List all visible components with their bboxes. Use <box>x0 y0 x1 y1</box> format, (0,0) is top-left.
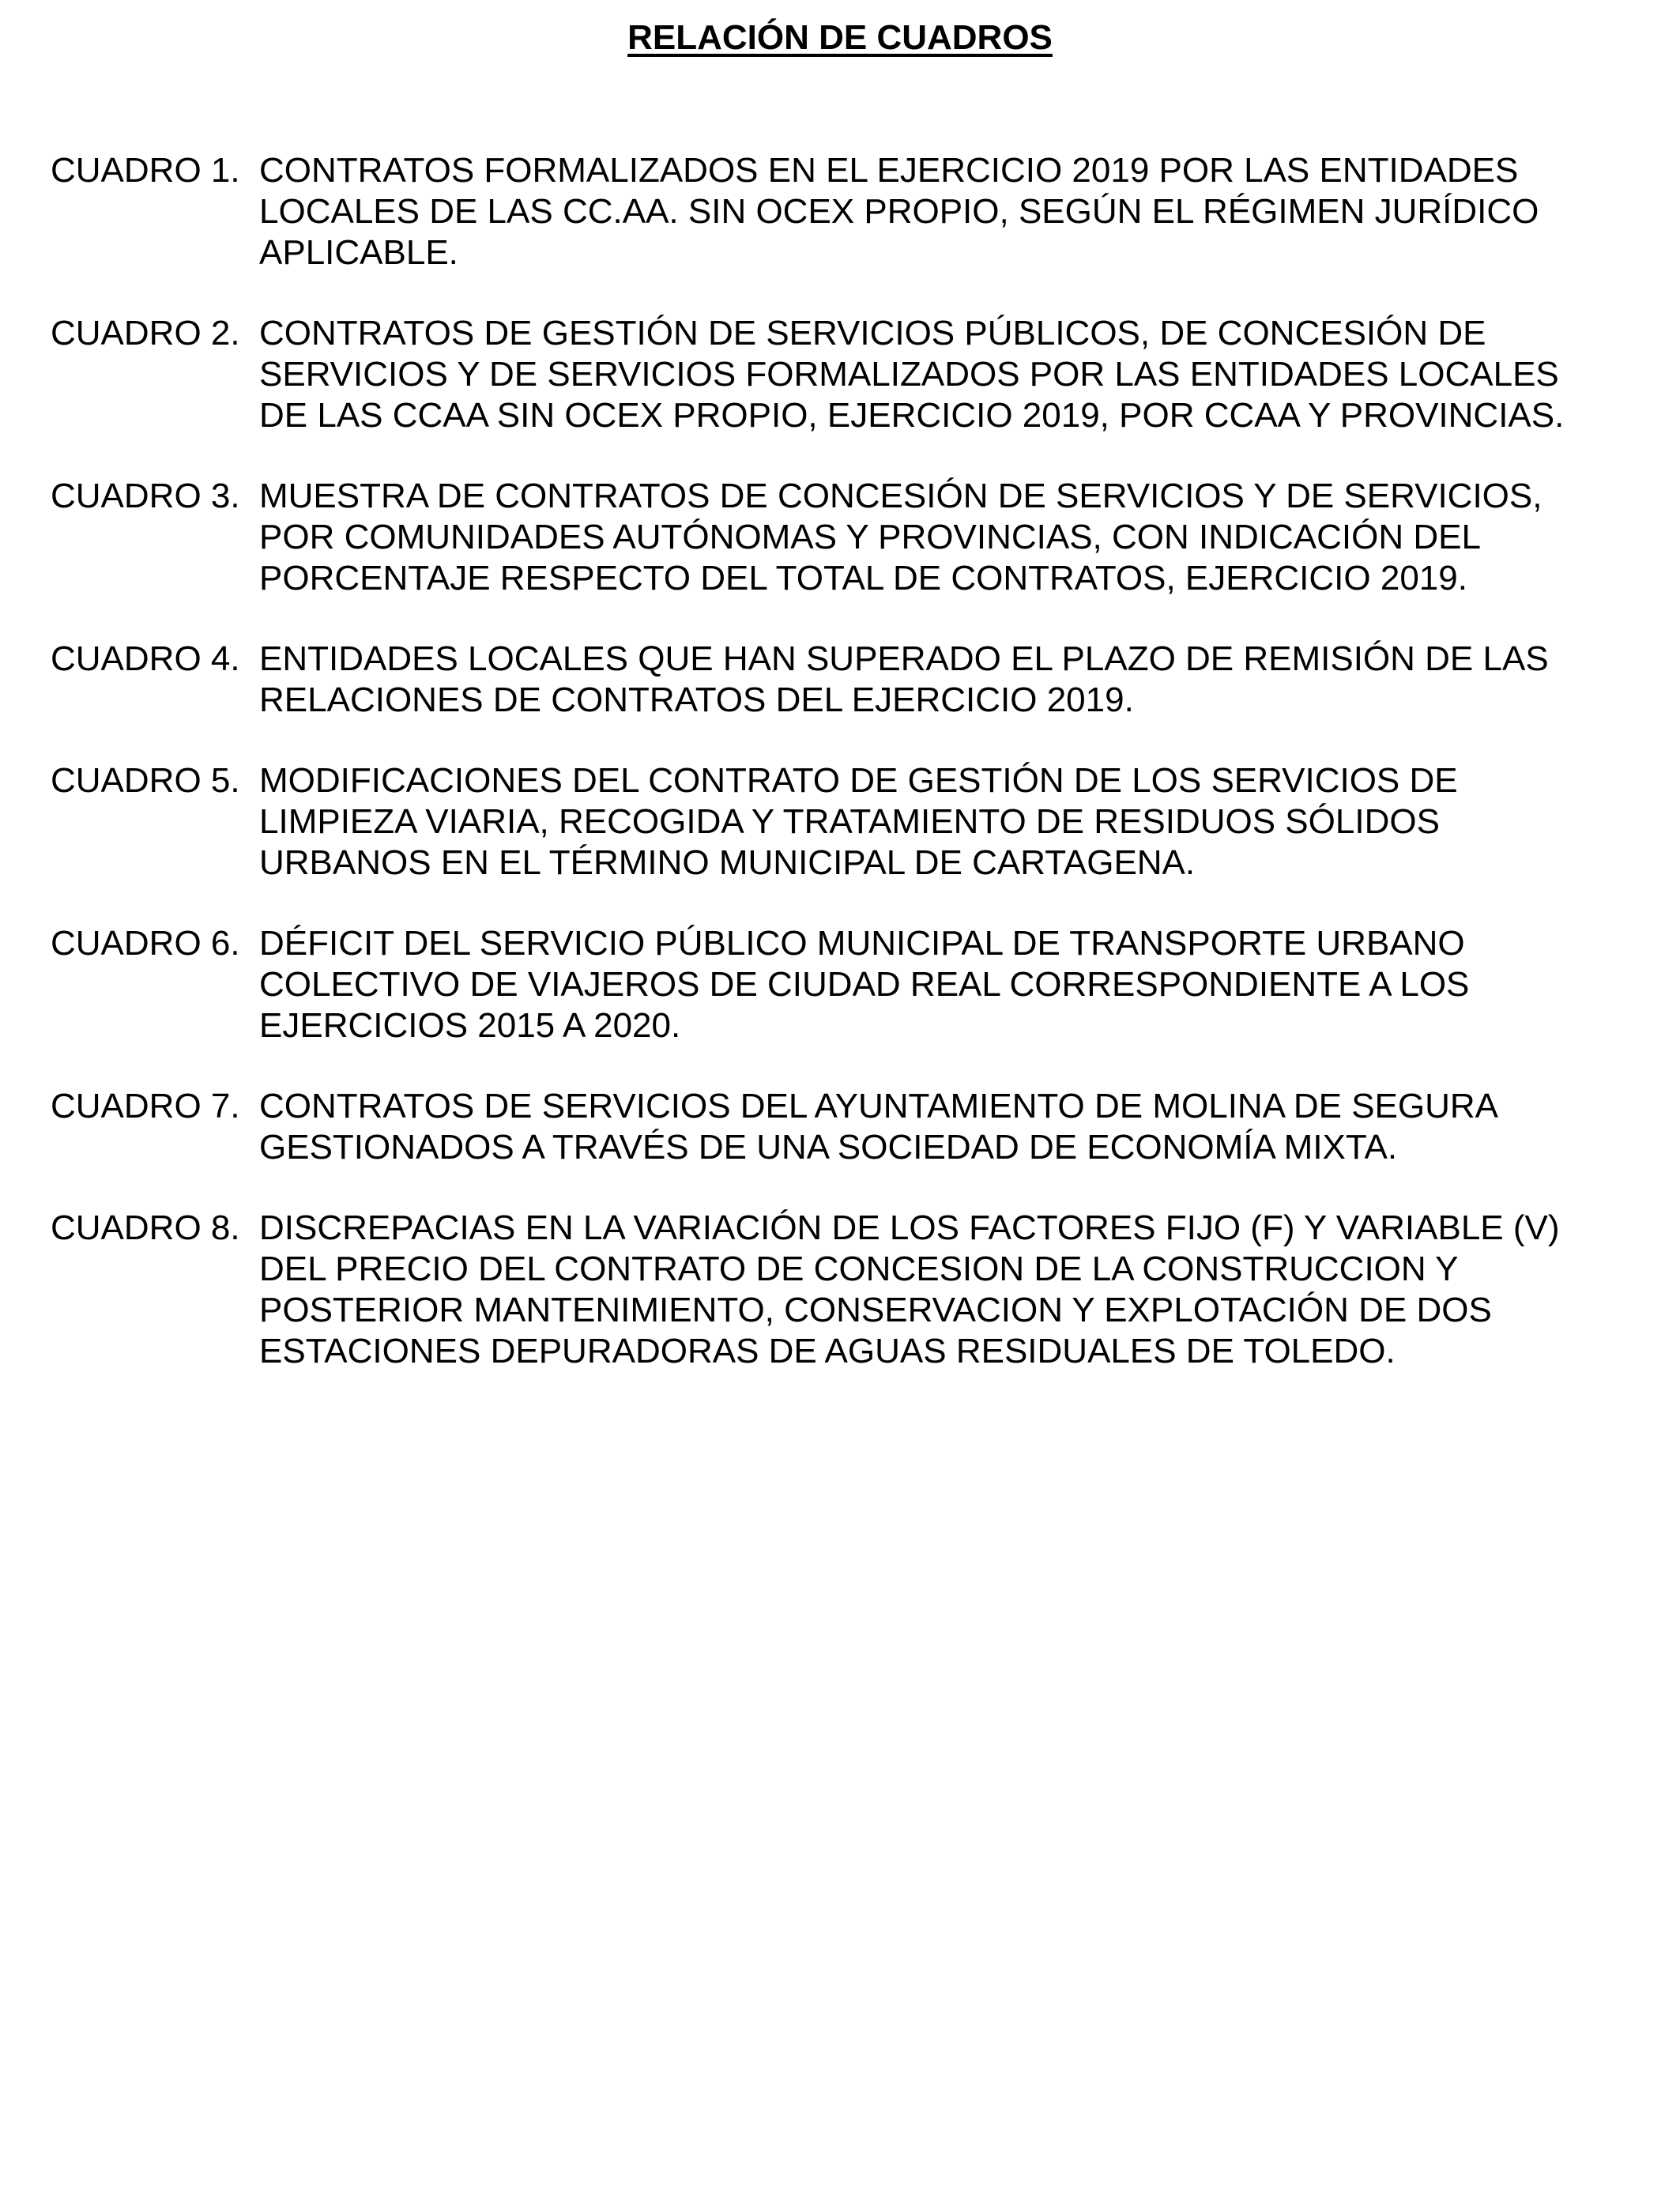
cuadro-line: CONTRATOS FORMALIZADOS EN EL EJERCICIO 2019 POR LAS ENTIDADES <box>259 151 1519 190</box>
cuadro-label: CUADRO 4. <box>51 639 240 678</box>
cuadro-entry-6 <box>51 923 1631 1046</box>
cuadro-line: ESTACIONES DEPURADORAS DE AGUAS RESIDUALES DE TOLEDO. <box>259 1332 1396 1370</box>
cuadro-entry-8 <box>51 1208 1631 1372</box>
cuadro-line: DÉFICIT DEL SERVICIO PÚBLICO MUNICIPAL DE TRANSPORTE URBANO <box>259 924 1465 963</box>
cuadro-label: CUADRO 1. <box>51 151 240 190</box>
cuadros-list <box>51 150 1631 1412</box>
cuadro-line: LIMPIEZA VIARIA, RECOGIDA Y TRATAMIENTO DE RESIDUOS SÓLIDOS <box>259 802 1440 841</box>
cuadro-entry-1 <box>51 150 1631 273</box>
cuadro-description <box>259 150 1631 273</box>
cuadro-line: POR COMUNIDADES AUTÓNOMAS Y PROVINCIAS, CON INDICACIÓN DEL <box>259 518 1481 556</box>
cuadro-description <box>259 476 1631 599</box>
cuadro-description <box>259 1086 1631 1168</box>
cuadro-entry-2 <box>51 313 1631 436</box>
cuadro-line: SERVICIOS Y DE SERVICIOS FORMALIZADOS POR LAS ENTIDADES LOCALES <box>259 355 1559 394</box>
cuadro-label: CUADRO 2. <box>51 314 240 352</box>
cuadro-label: CUADRO 7. <box>51 1087 240 1125</box>
cuadro-description <box>259 923 1631 1046</box>
cuadro-line: EJERCICIOS 2015 A 2020. <box>259 1006 681 1045</box>
cuadro-entry-4 <box>51 639 1631 721</box>
cuadro-line: DISCREPACIAS EN LA VARIACIÓN DE LOS FACTORES FIJO (F) Y VARIABLE (V) <box>259 1208 1560 1247</box>
cuadro-entry-3 <box>51 476 1631 599</box>
cuadro-description <box>259 639 1631 721</box>
cuadro-line: ENTIDADES LOCALES QUE HAN SUPERADO EL PLAZO DE REMISIÓN DE LAS <box>259 639 1549 678</box>
page-title: RELACIÓN DE CUADROS <box>627 18 1053 57</box>
cuadro-description <box>259 1208 1631 1372</box>
cuadro-line: GESTIONADOS A TRAVÉS DE UNA SOCIEDAD DE ECONOMÍA MIXTA. <box>259 1128 1398 1167</box>
cuadro-description <box>259 760 1631 884</box>
cuadro-line: DEL PRECIO DEL CONTRATO DE CONCESION DE LA CONSTRUCCION Y <box>259 1250 1459 1288</box>
cuadro-line: PORCENTAJE RESPECTO DEL TOTAL DE CONTRATOS, EJERCICIO 2019. <box>259 559 1467 598</box>
cuadro-label: CUADRO 5. <box>51 761 240 800</box>
cuadro-description <box>259 313 1631 436</box>
cuadro-line: CONTRATOS DE SERVICIOS DEL AYUNTAMIENTO DE MOLINA DE SEGURA <box>259 1087 1499 1125</box>
cuadro-line: DE LAS CCAA SIN OCEX PROPIO, EJERCICIO 2019, POR CCAA Y PROVINCIAS. <box>259 396 1565 435</box>
cuadro-entry-5 <box>51 760 1631 884</box>
cuadro-label: CUADRO 8. <box>51 1208 240 1247</box>
cuadro-label: CUADRO 3. <box>51 477 240 515</box>
cuadro-line: MODIFICACIONES DEL CONTRATO DE GESTIÓN DE LOS SERVICIOS DE <box>259 761 1458 800</box>
cuadro-line: URBANOS EN EL TÉRMINO MUNICIPAL DE CARTAGENA. <box>259 843 1196 882</box>
cuadro-line: COLECTIVO DE VIAJEROS DE CIUDAD REAL CORRESPONDIENTE A LOS <box>259 965 1470 1004</box>
cuadro-line: RELACIONES DE CONTRATOS DEL EJERCICIO 2019. <box>259 680 1134 719</box>
cuadro-entry-7 <box>51 1086 1631 1168</box>
cuadro-line: CONTRATOS DE GESTIÓN DE SERVICIOS PÚBLICOS, DE CONCESIÓN DE <box>259 314 1486 352</box>
cuadro-line: POSTERIOR MANTENIMIENTO, CONSERVACION Y EXPLOTACIÓN DE DOS <box>259 1291 1492 1329</box>
cuadro-line: APLICABLE. <box>259 233 458 272</box>
cuadro-line: LOCALES DE LAS CC.AA. SIN OCEX PROPIO, SEGÚN EL RÉGIMEN JURÍDICO <box>259 192 1539 231</box>
cuadro-label: CUADRO 6. <box>51 924 240 963</box>
cuadro-line: MUESTRA DE CONTRATOS DE CONCESIÓN DE SERVICIOS Y DE SERVICIOS, <box>259 477 1543 515</box>
